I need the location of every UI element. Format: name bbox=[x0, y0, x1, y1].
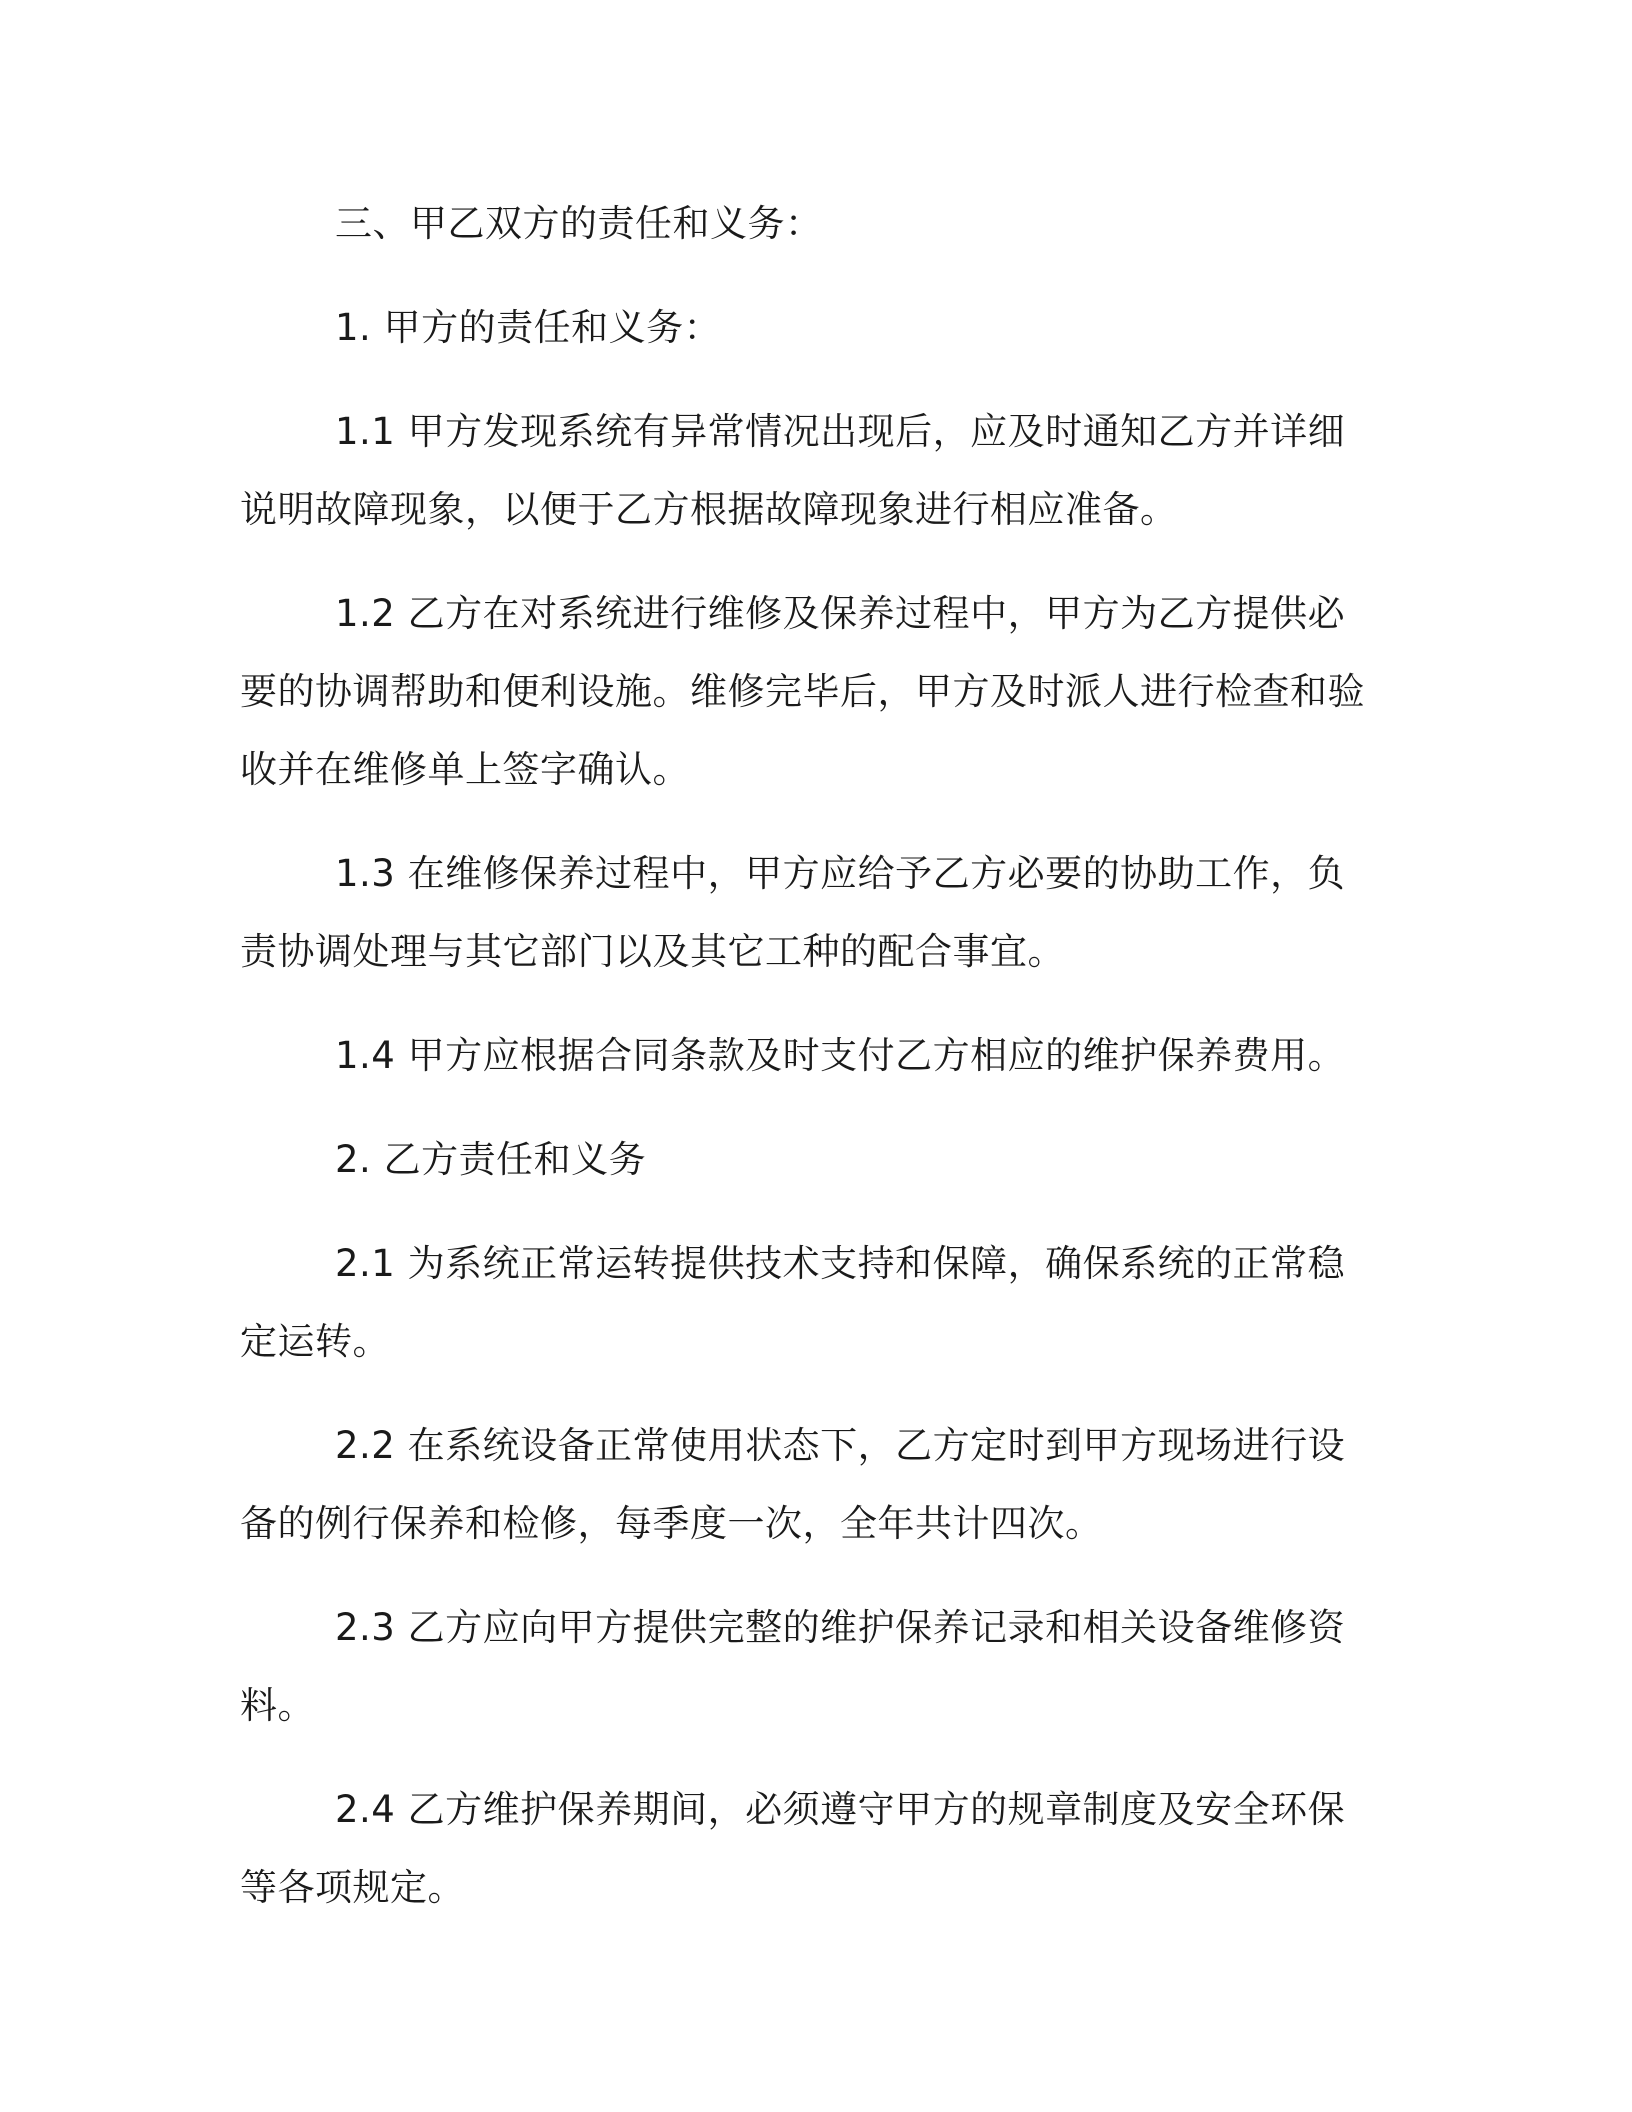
clause-2-3: 2.3 乙方应向甲方提供完整的维护保养记录和相关设备维修资料。 bbox=[240, 1606, 1346, 1727]
section-heading: 三、甲乙双方的责任和义务： bbox=[335, 202, 823, 245]
clause-2-1: 2.1 为系统正常运转提供技术支持和保障，确保系统的正常稳定运转。 bbox=[240, 1242, 1346, 1363]
clause-1-1: 1.1 甲方发现系统有异常情况出现后，应及时通知乙方并详细说明故障现象，以便于乙方根据故障现象进行相应准备。 bbox=[240, 410, 1346, 531]
clause-2-4: 2.4 乙方维护保养期间，必须遵守甲方的规章制度及安全环保等各项规定。 bbox=[240, 1788, 1346, 1909]
subsection-heading-party-a: 1. 甲方的责任和义务： bbox=[335, 306, 722, 349]
clause-1-4: 1.4 甲方应根据合同条款及时支付乙方相应的维护保养费用。 bbox=[335, 1034, 1346, 1077]
clause-1-2: 1.2 乙方在对系统进行维修及保养过程中，甲方为乙方提供必要的协调帮助和便利设施。维修完毕后，甲方及时派人进行检查和验收并在维修单上签字确认。 bbox=[240, 592, 1365, 791]
clause-2-2: 2.2 在系统设备正常使用状态下，乙方定时到甲方现场进行设备的例行保养和检修，每季度一次，全年共计四次。 bbox=[240, 1424, 1346, 1545]
subsection-heading-party-b: 2. 乙方责任和义务 bbox=[335, 1138, 647, 1181]
document-body bbox=[240, 185, 1370, 1953]
clause-1-3: 1.3 在维修保养过程中，甲方应给予乙方必要的协助工作，负责协调处理与其它部门以及其它工种的配合事宜。 bbox=[240, 852, 1346, 973]
